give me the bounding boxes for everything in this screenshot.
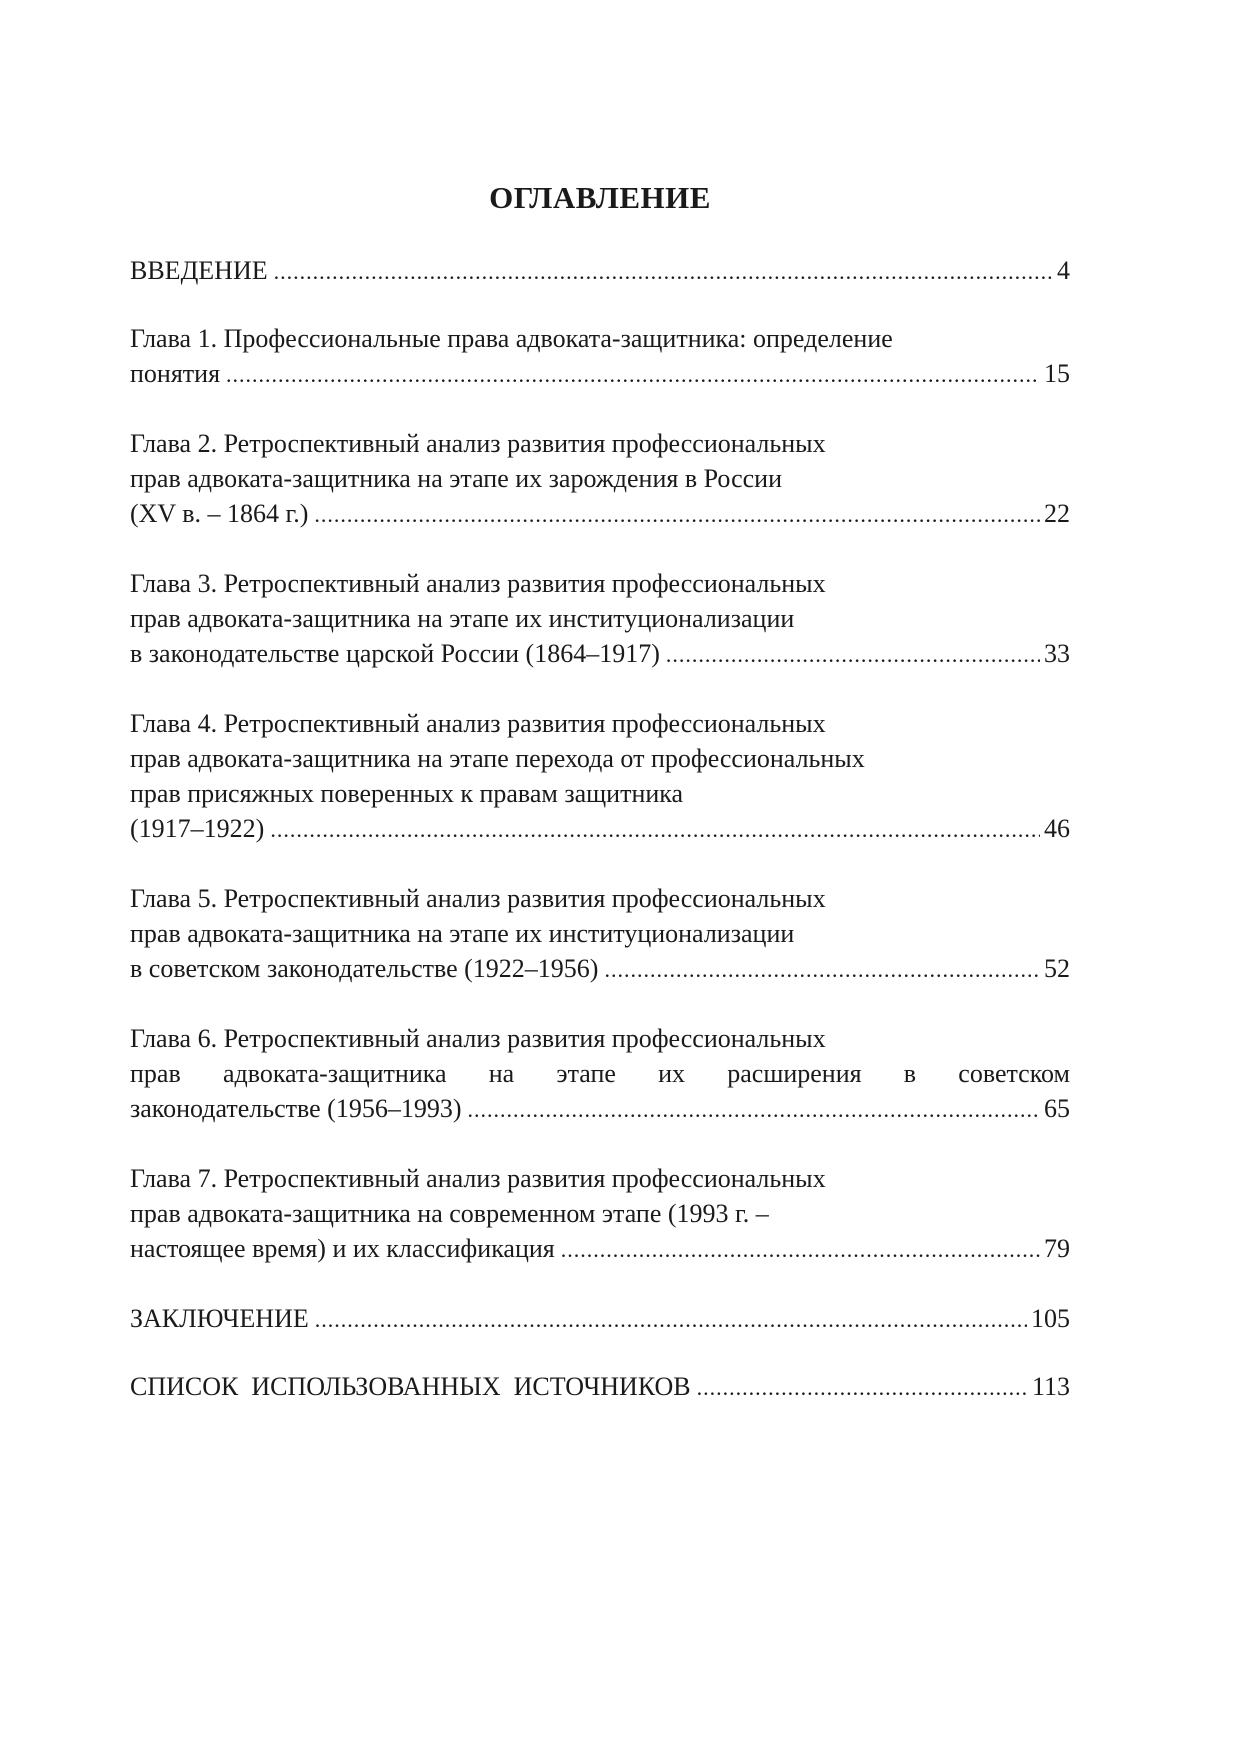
dot-leader [561, 1232, 1040, 1267]
toc-entry-text: законодательстве (1956–1993) [130, 1094, 462, 1123]
toc-entry-line: прав адвоката-защитника на этапе их институционализации [130, 604, 795, 633]
toc-entry-last-line [130, 636, 1070, 671]
toc-entry-text: в законодательстве царской России (1864–1917) [130, 639, 660, 668]
toc-entry-conclusion [130, 1301, 1070, 1336]
toc-entry-references [130, 1369, 1070, 1404]
toc-entry-chapter-1 [130, 321, 1070, 391]
toc-entry-last-line [130, 1231, 1070, 1266]
toc-page-number: 33 [1044, 639, 1070, 668]
toc-entry-chapter-3 [130, 566, 1070, 671]
toc-entry-chapter-5 [130, 881, 1070, 986]
toc-entry-line: Глава 3. Ретроспективный анализ развития профессиональных [130, 569, 826, 598]
dot-leader [226, 357, 1040, 392]
toc-entry-text: ЗАКЛЮЧЕНИЕ [130, 1304, 309, 1333]
toc-entry-last-line [130, 1091, 1070, 1126]
toc-entry-line: Глава 1. Профессиональные права адвоката-защитника: определение [130, 324, 893, 353]
page-title: ОГЛАВЛЕНИЕ [489, 180, 711, 215]
toc-entry-text: настоящее время) и их классификация [130, 1234, 555, 1263]
toc-entry-chapter-4 [130, 706, 1070, 846]
toc-entry-last-line [130, 253, 1070, 288]
toc-entry-line: Глава 5. Ретроспективный анализ развития профессиональных [130, 884, 826, 913]
toc-page-number: 22 [1044, 499, 1070, 528]
toc-page-number: 4 [1057, 256, 1070, 285]
toc-page-number: 65 [1044, 1094, 1070, 1123]
toc-page-number: 46 [1044, 814, 1070, 843]
toc-entry-last-line [130, 811, 1070, 846]
dot-leader [315, 1302, 1027, 1337]
toc-entry-line: прав присяжных поверенных к правам защитника [130, 779, 684, 808]
toc-entry-chapter-7 [130, 1161, 1070, 1266]
dot-leader [666, 637, 1040, 672]
toc-page-number: 113 [1031, 1372, 1070, 1401]
toc-page-number: 52 [1044, 954, 1070, 983]
toc-entry-line: Глава 6. Ретроспективный анализ развития профессиональных [130, 1024, 826, 1053]
toc-entry-text: ВВЕДЕНИЕ [130, 256, 268, 285]
toc-entry-text: (1917–1922) [130, 814, 265, 843]
toc-entry-last-line [130, 496, 1070, 531]
toc-entry-chapter-6 [130, 1021, 1070, 1126]
toc-entry-introduction [130, 253, 1070, 288]
toc-entry-chapter-2 [130, 426, 1070, 531]
toc-entry-line: Глава 2. Ретроспективный анализ развития профессиональных [130, 429, 826, 458]
toc-entry-text: в советском законодательстве (1922–1956) [130, 954, 599, 983]
table-of-contents [130, 253, 1070, 1439]
toc-page-number: 105 [1031, 1304, 1070, 1333]
toc-entry-last-line [130, 356, 1070, 391]
toc-page-number: 79 [1044, 1234, 1070, 1263]
toc-entry-text: СПИСОК ИСПОЛЬЗОВАННЫХ ИСТОЧНИКОВ [130, 1372, 691, 1401]
dot-leader [314, 497, 1040, 532]
toc-entry-line: прав адвоката-защитника на этапе перехода от профессиональных [130, 744, 865, 773]
dot-leader [274, 254, 1053, 289]
toc-entry-text: понятия [130, 359, 221, 388]
dot-leader [604, 952, 1040, 987]
toc-entry-line: прав адвоката-защитника на современном этапе (1993 г. – [130, 1199, 769, 1228]
toc-entry-last-line [130, 1369, 1070, 1404]
toc-entry-text: (XV в. – 1864 г.) [130, 499, 309, 528]
toc-entry-last-line [130, 951, 1070, 986]
dot-leader [697, 1370, 1028, 1405]
toc-entry-last-line [130, 1301, 1070, 1336]
toc-entry-line: прав адвоката-защитника на этапе их расширения в советском [130, 1059, 1070, 1088]
toc-entry-line: Глава 4. Ретроспективный анализ развития профессиональных [130, 709, 826, 738]
toc-entry-line: прав адвоката-защитника на этапе их зарождения в России [130, 464, 782, 493]
dot-leader [270, 812, 1040, 847]
toc-entry-line: прав адвоката-защитника на этапе их институционализации [130, 919, 795, 948]
toc-entry-line: Глава 7. Ретроспективный анализ развития профессиональных [130, 1164, 826, 1193]
toc-page-number: 15 [1044, 359, 1070, 388]
dot-leader [468, 1092, 1041, 1127]
